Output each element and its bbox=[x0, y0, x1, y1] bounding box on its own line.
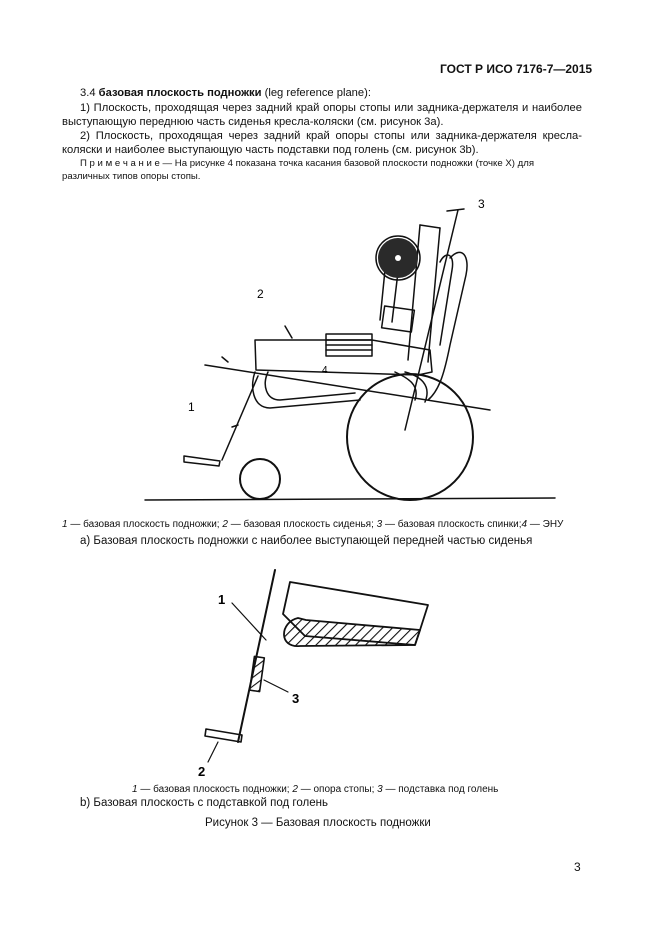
page-number: 3 bbox=[574, 860, 581, 874]
calf-pad bbox=[250, 656, 265, 691]
item2-line2: коляски и наиболее выступающую часть подставки под голень (см. рисунок 3b). bbox=[62, 144, 479, 156]
note-text: — На рисунке 4 показана точка касания базовой плоскости подножки (точке X) для bbox=[159, 158, 535, 169]
item2-line1: 2) Плоскость, проходящая через задний край опоры стопы или задника-держателя кресла- bbox=[80, 130, 582, 142]
item1-line1: 1) Плоскость, проходящая через задний край опоры стопы или задника-держателя и наиболее bbox=[80, 102, 582, 114]
figure-b-legend: 1 — базовая плоскость подножки; 2 — опора стопы; 3 — подставка под голень bbox=[132, 784, 499, 795]
section-number: 3.4 bbox=[80, 87, 96, 99]
item1-line2: выступающую переднюю часть сиденья кресла-коляски (см. рисунок 3а). bbox=[62, 116, 444, 128]
fig-a-callout-3: 3 bbox=[478, 197, 485, 211]
document-header: ГОСТ Р ИСО 7176-7—2015 bbox=[440, 62, 593, 76]
fig-a-callout-4: 4 bbox=[322, 365, 328, 376]
figure-a-legend: 1 — базовая плоскость подножки; 2 — базовая плоскость сиденья; 3 — базовая плоскость спинки;4 — ЭНУ bbox=[62, 519, 564, 530]
foot-support bbox=[205, 729, 242, 742]
fig-a-callout-2: 2 bbox=[257, 287, 264, 301]
fig-b-callout-2: 2 bbox=[198, 764, 206, 779]
figure-title: Рисунок 3 — Базовая плоскость подножки bbox=[205, 817, 431, 829]
fig-b-callout-1: 1 bbox=[218, 592, 226, 607]
figure-a-caption: a) Базовая плоскость подножки с наиболее выступающей передней частью сиденья bbox=[80, 535, 533, 547]
fig-b-callout-3: 3 bbox=[292, 691, 300, 706]
fig-a-callout-1: 1 bbox=[188, 400, 195, 414]
figure-b-caption: b) Базовая плоскость с подставкой под голень bbox=[80, 797, 328, 809]
note-line2: различных типов опоры стопы. bbox=[62, 171, 201, 182]
section-term-en: (leg reference plane): bbox=[264, 87, 371, 99]
note-label: П р и м е ч а н и е bbox=[80, 158, 160, 169]
hatched-cushion bbox=[284, 618, 420, 646]
section-term: базовая плоскость подножки bbox=[98, 87, 262, 99]
